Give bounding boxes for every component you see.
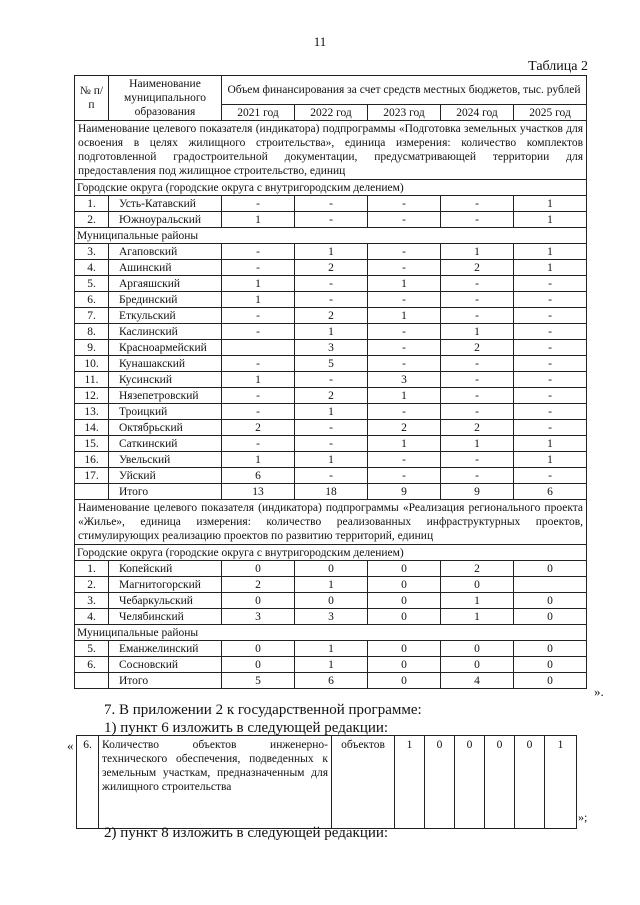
header-year: 2023 год: [368, 105, 441, 121]
funding-value: -: [514, 388, 587, 404]
municipality-name: Увельский: [109, 452, 222, 468]
funding-value: -: [295, 292, 368, 308]
funding-value: 0: [368, 593, 441, 609]
funding-value: 3: [222, 609, 295, 625]
funding-value: -: [368, 340, 441, 356]
funding-value: 1: [222, 292, 295, 308]
funding-value: -: [441, 356, 514, 372]
funding-value: -: [368, 468, 441, 484]
funding-value: 1: [514, 212, 587, 228]
funding-value: -: [368, 356, 441, 372]
funding-value: 1: [295, 404, 368, 420]
table-row: [75, 593, 587, 609]
total-value: 5: [222, 673, 295, 689]
funding-value: -: [514, 292, 587, 308]
table-row: [75, 260, 587, 276]
funding-value: -: [295, 436, 368, 452]
municipality-name: Еткульский: [109, 308, 222, 324]
funding-value: 0: [514, 593, 587, 609]
funding-value: 2: [295, 260, 368, 276]
funding-value: 2: [222, 577, 295, 593]
row-number: 14.: [75, 420, 109, 436]
funding-value: -: [295, 212, 368, 228]
table-caption: Таблица 2: [528, 59, 588, 74]
group-label: Городские округа (городские округа с внутригородским делением): [75, 545, 587, 561]
funding-value: 1: [368, 436, 441, 452]
funding-value: -: [295, 420, 368, 436]
funding-value: -: [441, 196, 514, 212]
funding-value: -: [514, 340, 587, 356]
funding-value: 0: [514, 657, 587, 673]
funding-value: 1: [514, 244, 587, 260]
funding-value: -: [368, 244, 441, 260]
funding-value: 1: [441, 436, 514, 452]
table-row: [75, 196, 587, 212]
row-number: 4.: [75, 609, 109, 625]
funding-value: -: [295, 196, 368, 212]
row-number: 8.: [75, 324, 109, 340]
municipality-name: Южноуральский: [109, 212, 222, 228]
funding-value: 1: [514, 260, 587, 276]
municipality-name: Саткинский: [109, 436, 222, 452]
table-row: [75, 436, 587, 452]
table-row: [75, 340, 587, 356]
funding-value: -: [222, 436, 295, 452]
funding-value: -: [514, 372, 587, 388]
table-row: [75, 212, 587, 228]
funding-value: -: [514, 276, 587, 292]
funding-value: 1: [368, 276, 441, 292]
row-number: 11.: [75, 372, 109, 388]
point-6-row: [77, 736, 577, 829]
funding-value: 1: [514, 452, 587, 468]
funding-value: [222, 340, 295, 356]
funding-value: -: [222, 324, 295, 340]
funding-value: -: [295, 276, 368, 292]
funding-value: -: [441, 276, 514, 292]
total-row: [75, 484, 587, 500]
funding-value: -: [368, 196, 441, 212]
row-number: 6.: [75, 657, 109, 673]
total-label: Итого: [109, 673, 222, 689]
funding-value: -: [441, 212, 514, 228]
row-number: 15.: [75, 436, 109, 452]
row-number: 4.: [75, 260, 109, 276]
row-number: 13.: [75, 404, 109, 420]
table-row: [75, 308, 587, 324]
municipality-name: Красноармейский: [109, 340, 222, 356]
page-number: 11: [313, 34, 327, 49]
section2-title-row: [75, 500, 587, 545]
funding-value: -: [514, 468, 587, 484]
table-header-row: [75, 76, 587, 105]
table-row: [75, 388, 587, 404]
funding-value: -: [441, 388, 514, 404]
row-number: 2.: [75, 212, 109, 228]
funding-value: -: [368, 452, 441, 468]
municipality-name: Нязепетровский: [109, 388, 222, 404]
funding-value: -: [514, 324, 587, 340]
close-quote: »;: [578, 810, 588, 824]
funding-value: 5: [295, 356, 368, 372]
section1-title: Наименование целевого показателя (индикатора) подпрограммы «Подготовка земельных участков для освоения в целях жилищного строительства», единица измерения: количество комплектов подготовленной градостроительной документации, предусматривающей территории для предоставления под жилищное строительство, единиц: [75, 121, 587, 180]
total-empty-cell: [75, 673, 109, 689]
funding-value: 2: [441, 561, 514, 577]
row-number: 12.: [75, 388, 109, 404]
point-6-value: 1: [545, 736, 577, 829]
funding-value: 0: [222, 561, 295, 577]
row-number: 10.: [75, 356, 109, 372]
header-col-num: № п/п: [75, 76, 109, 121]
municipality-name: Кусинский: [109, 372, 222, 388]
row-number: 2.: [75, 577, 109, 593]
funding-value: -: [295, 468, 368, 484]
funding-value: -: [514, 420, 587, 436]
point-6-value: 0: [485, 736, 515, 829]
funding-value: -: [514, 308, 587, 324]
funding-value: -: [295, 372, 368, 388]
funding-value: -: [368, 292, 441, 308]
table-row: [75, 561, 587, 577]
total-value: 4: [441, 673, 514, 689]
table-row: [75, 420, 587, 436]
total-label: Итого: [109, 484, 222, 500]
funding-value: -: [222, 308, 295, 324]
header-year: 2025 год: [514, 105, 587, 121]
table-row: [75, 292, 587, 308]
point-6-description: Количество объектов инженерно-технического обеспечения, подведенных к земельным участкам, предназначенным для жилищного строительства: [99, 736, 332, 829]
row-number: 9.: [75, 340, 109, 356]
funding-value: 0: [441, 577, 514, 593]
funding-value: 1: [514, 196, 587, 212]
funding-value: 0: [368, 577, 441, 593]
table-row: [75, 244, 587, 260]
funding-value: 1: [222, 372, 295, 388]
funding-value: 0: [368, 641, 441, 657]
funding-value: 1: [222, 276, 295, 292]
municipality-name: Копейский: [109, 561, 222, 577]
funding-value: -: [441, 372, 514, 388]
group-label: Муниципальные районы: [75, 625, 587, 641]
point-6-num: 6.: [77, 736, 99, 829]
funding-value: -: [222, 196, 295, 212]
row-number: 5.: [75, 276, 109, 292]
funding-value: 0: [222, 657, 295, 673]
table-row: [75, 657, 587, 673]
funding-value: 1: [368, 308, 441, 324]
table-row: [75, 641, 587, 657]
row-number: 6.: [75, 292, 109, 308]
funding-value: [514, 577, 587, 593]
funding-value: 0: [514, 561, 587, 577]
funding-value: 1: [295, 577, 368, 593]
total-row: [75, 673, 587, 689]
open-quote: «: [67, 738, 74, 753]
funding-value: 6: [222, 468, 295, 484]
municipality-name: Каслинский: [109, 324, 222, 340]
table-row: [75, 452, 587, 468]
funding-value: 1: [368, 388, 441, 404]
group-row: [75, 545, 587, 561]
group-row: [75, 228, 587, 244]
amendment-item-7-1: 1) пункт 6 изложить в следующей редакции:: [104, 720, 389, 736]
municipality-name: Кунашакский: [109, 356, 222, 372]
section2-title: Наименование целевого показателя (индикатора) подпрограммы «Реализация регионального проекта «Жилье», единица измерения: количество реализованных инфраструктурных проектов, стимулирующих реализацию проектов по развитию территорий, единиц: [75, 500, 587, 545]
funding-value: 0: [368, 657, 441, 673]
funding-value: 0: [222, 593, 295, 609]
total-empty-cell: [75, 484, 109, 500]
total-value: 9: [368, 484, 441, 500]
funding-value: 0: [441, 657, 514, 673]
header-col-name: Наименование муниципального образования: [109, 76, 222, 121]
funding-value: -: [222, 388, 295, 404]
funding-value: 0: [514, 609, 587, 625]
table-row: [75, 609, 587, 625]
total-value: 6: [295, 673, 368, 689]
funding-value: 2: [368, 420, 441, 436]
table-row: [75, 356, 587, 372]
funding-value: -: [222, 404, 295, 420]
funding-value: 1: [441, 244, 514, 260]
table-end-quote: ».: [594, 684, 604, 699]
point-6-table: [76, 735, 577, 829]
funding-value: 1: [295, 452, 368, 468]
funding-value: 0: [441, 641, 514, 657]
funding-value: 1: [222, 212, 295, 228]
amendment-item-7-2: 2) пункт 8 изложить в следующей редакции:: [104, 825, 389, 841]
funding-value: -: [441, 452, 514, 468]
funding-value: 1: [295, 244, 368, 260]
funding-value: 0: [295, 593, 368, 609]
header-year: 2022 год: [295, 105, 368, 121]
group-label: Муниципальные районы: [75, 228, 587, 244]
point-6-value: 1: [395, 736, 425, 829]
municipality-name: Ашинский: [109, 260, 222, 276]
funding-value: 2: [441, 420, 514, 436]
row-number: 1.: [75, 196, 109, 212]
municipality-name: Челябинский: [109, 609, 222, 625]
point-6-unit: объектов: [332, 736, 395, 829]
row-number: 3.: [75, 244, 109, 260]
municipality-name: Уйский: [109, 468, 222, 484]
funding-value: 1: [295, 324, 368, 340]
table-row: [75, 372, 587, 388]
municipality-name: Аргаяшский: [109, 276, 222, 292]
funding-value: 0: [368, 561, 441, 577]
municipality-name: Троицкий: [109, 404, 222, 420]
total-value: 13: [222, 484, 295, 500]
group-label: Городские округа (городские округа с внутригородским делением): [75, 180, 587, 196]
total-value: 0: [368, 673, 441, 689]
municipality-name: Октябрьский: [109, 420, 222, 436]
funding-value: 1: [514, 436, 587, 452]
funding-value: 3: [295, 340, 368, 356]
municipality-name: Агаповский: [109, 244, 222, 260]
funding-value: 1: [295, 657, 368, 673]
funding-value: 2: [441, 260, 514, 276]
municipality-name: Брединский: [109, 292, 222, 308]
funding-value: 0: [222, 641, 295, 657]
funding-value: -: [222, 356, 295, 372]
funding-value: -: [222, 260, 295, 276]
total-value: 9: [441, 484, 514, 500]
row-number: 3.: [75, 593, 109, 609]
municipality-name: Еманжелинский: [109, 641, 222, 657]
table-row: [75, 324, 587, 340]
funding-value: 1: [441, 609, 514, 625]
funding-value: 0: [295, 561, 368, 577]
funding-value: 3: [368, 372, 441, 388]
total-value: 18: [295, 484, 368, 500]
table-row: [75, 276, 587, 292]
funding-table: [74, 75, 587, 689]
funding-value: 3: [295, 609, 368, 625]
header-col-funding: Объем финансирования за счет средств местных бюджетов, тыс. рублей: [222, 76, 587, 105]
funding-value: 1: [222, 452, 295, 468]
funding-value: -: [368, 324, 441, 340]
row-number: 16.: [75, 452, 109, 468]
funding-value: -: [514, 404, 587, 420]
amendment-item-7: 7. В приложении 2 к государственной программе:: [104, 702, 422, 718]
header-year: 2021 год: [222, 105, 295, 121]
header-year: 2024 год: [441, 105, 514, 121]
municipality-name: Сосновский: [109, 657, 222, 673]
point-6-value: 0: [455, 736, 485, 829]
municipality-name: Магнитогорский: [109, 577, 222, 593]
funding-value: 2: [441, 340, 514, 356]
total-value: 6: [514, 484, 587, 500]
funding-value: -: [514, 356, 587, 372]
funding-value: -: [368, 212, 441, 228]
row-number: 1.: [75, 561, 109, 577]
row-number: 5.: [75, 641, 109, 657]
funding-value: -: [441, 308, 514, 324]
group-row: [75, 180, 587, 196]
funding-value: -: [368, 404, 441, 420]
funding-value: 1: [441, 324, 514, 340]
funding-value: 2: [295, 388, 368, 404]
funding-value: 0: [514, 641, 587, 657]
row-number: 7.: [75, 308, 109, 324]
funding-value: 1: [441, 593, 514, 609]
funding-value: -: [441, 292, 514, 308]
section1-title-row: [75, 121, 587, 180]
funding-value: -: [441, 404, 514, 420]
municipality-name: Чебаркульский: [109, 593, 222, 609]
row-number: 17.: [75, 468, 109, 484]
funding-value: -: [441, 468, 514, 484]
municipality-name: Усть-Катавский: [109, 196, 222, 212]
table-row: [75, 468, 587, 484]
funding-value: -: [222, 244, 295, 260]
funding-value: 2: [295, 308, 368, 324]
funding-value: 0: [368, 609, 441, 625]
funding-value: 1: [295, 641, 368, 657]
point-6-value: 0: [515, 736, 545, 829]
table-row: [75, 577, 587, 593]
group-row: [75, 625, 587, 641]
total-value: 0: [514, 673, 587, 689]
table-row: [75, 404, 587, 420]
point-6-value: 0: [425, 736, 455, 829]
funding-value: 2: [222, 420, 295, 436]
funding-value: -: [368, 260, 441, 276]
